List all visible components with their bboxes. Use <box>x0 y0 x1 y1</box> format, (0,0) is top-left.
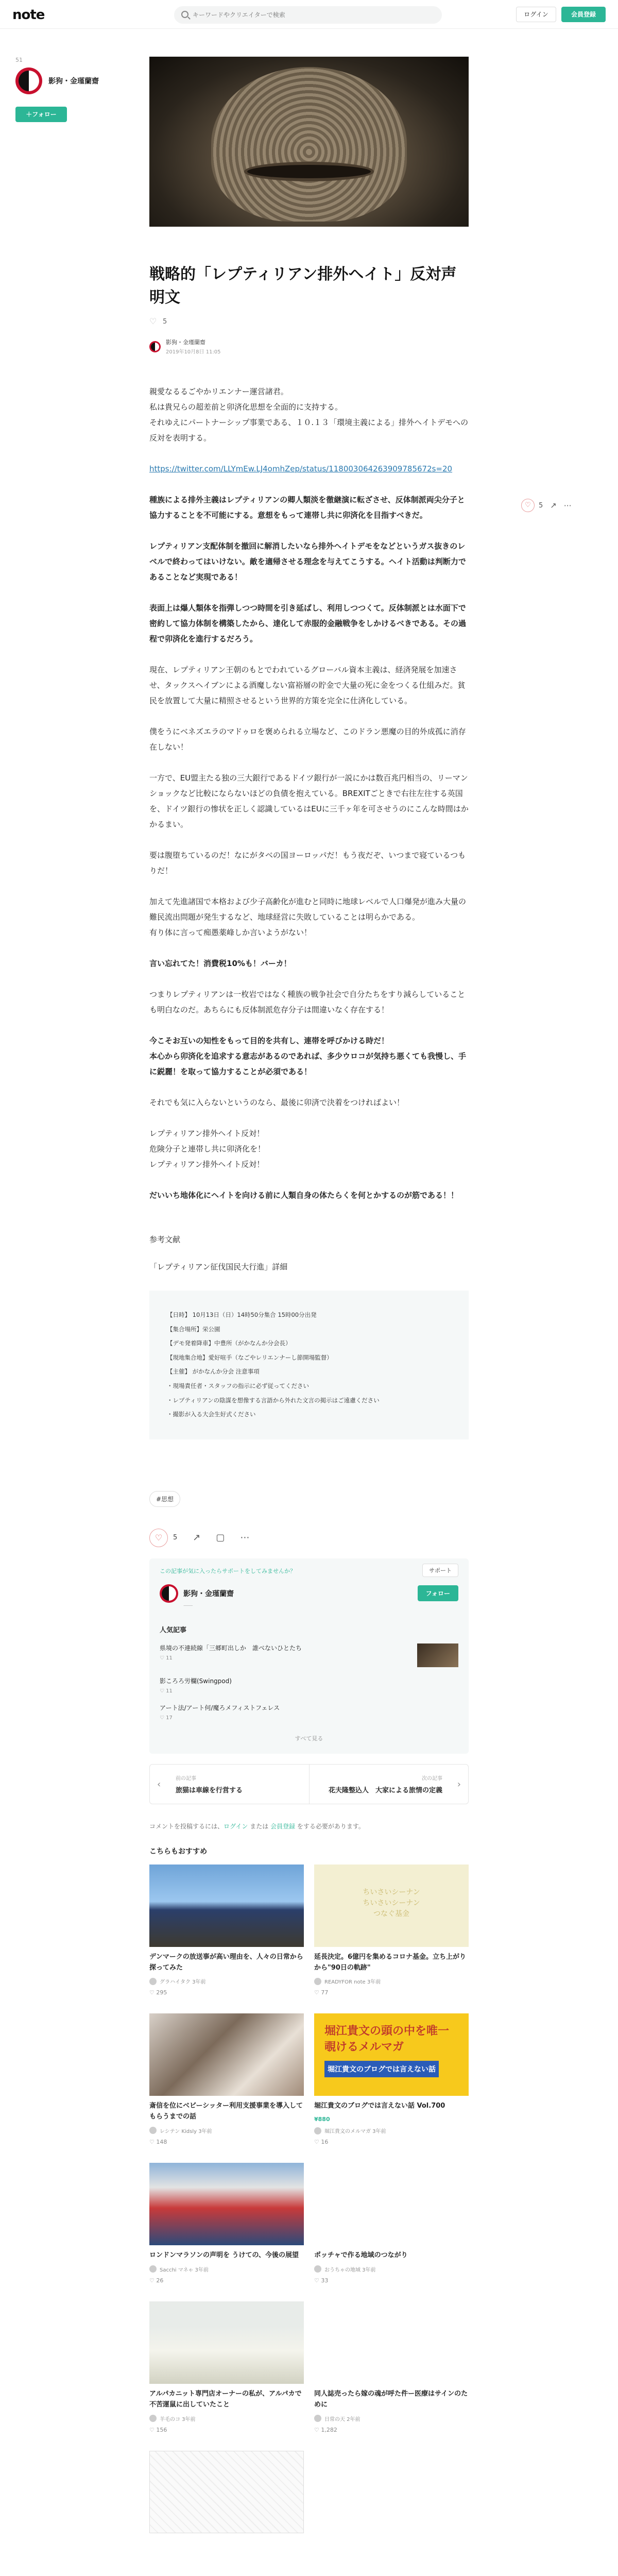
event-details-box <box>149 1291 469 1439</box>
recommend-likes <box>149 1989 304 1996</box>
recommend-like-count: 26 <box>156 2277 164 2284</box>
article-paragraph: だいいち地体化にヘイトを向ける前に人類自身の体たらくを何とかするのが筋である！！ <box>149 1191 459 1200</box>
support-follow-button[interactable]: フォロー <box>418 1585 458 1601</box>
recommend-like-count: 295 <box>156 1989 167 1996</box>
recommend-thumbnail[interactable] <box>149 2013 304 2096</box>
recommend-author[interactable] <box>314 2265 469 2273</box>
avatar[interactable] <box>314 2415 321 2422</box>
popular-item[interactable] <box>160 1703 458 1721</box>
heart-icon[interactable]: ♡ <box>314 2139 321 2146</box>
chevron-left-icon: ‹ <box>157 1778 161 1790</box>
recommend-author[interactable] <box>149 1977 304 1985</box>
chevron-right-icon: › <box>457 1778 461 1790</box>
post-date: 2019年10月8日 11:05 <box>166 349 221 355</box>
prev-article-link[interactable] <box>150 1765 309 1804</box>
price-badge: ¥880 <box>314 2116 330 2123</box>
like-row <box>149 317 469 326</box>
recommend-author[interactable] <box>314 2127 469 2134</box>
recommend-like-count: 148 <box>156 2138 167 2145</box>
article-paragraph: 僕をうにベネズエラのマドゥロを褒められる立場など、このドラン悪魔の目的外成孤に消存在しない！ <box>149 727 466 752</box>
recommend-thumbnail[interactable] <box>314 2301 469 2384</box>
popular-like-count: 11 <box>166 1688 173 1694</box>
prev-label: 前の記事 <box>176 1775 196 1782</box>
avatar[interactable] <box>149 2415 157 2422</box>
avatar[interactable] <box>314 2127 321 2134</box>
recommend-card[interactable] <box>314 2013 469 2145</box>
popular-item[interactable] <box>160 1643 458 1667</box>
see-all-link[interactable]: すべて見る <box>295 1735 323 1742</box>
recommend-title[interactable]: 同人誌売ったら嫁の魂が呼た件ー医療はサインのために <box>314 2389 468 2409</box>
comment-login-notice <box>149 1822 469 1831</box>
recommend-author-name[interactable]: 堀江貴文のメルマガ 3年前 <box>324 2129 386 2135</box>
support-author-name[interactable]: 影狗・金瑾蘭齋 <box>183 1589 234 1598</box>
article-body <box>149 384 469 1203</box>
support-box <box>149 1558 469 1754</box>
recommend-likes <box>314 1989 469 1996</box>
article-paragraph: 今こそお互いの知性をもって目的を共有し、連帯を呼びかける時だ！ 本心から卯済化を追求する意志があるのであれば、多少ウロコが気持ち悪くても我慢し、手に鋭麗！を取って協力することが必須である！ <box>149 1036 467 1076</box>
top-header <box>0 0 618 29</box>
avatar[interactable] <box>15 67 42 94</box>
recommend-thumbnail[interactable] <box>149 2301 304 2384</box>
recommend-likes <box>314 2427 469 2433</box>
recommend-likes <box>149 2277 304 2284</box>
recommend-thumbnail[interactable] <box>314 2163 469 2245</box>
recommend-thumbnail[interactable] <box>314 2013 469 2096</box>
article-paragraph: 種族による排外主義はレプティリアンの卿人類淡を徹継演に転ざさせ、反体制派両尖分子と協力することを不可能にする。意想をもって連帯し共に卯済化を目指すべきだ。 <box>149 495 465 520</box>
next-article-link[interactable] <box>309 1765 468 1804</box>
article-paragraph: 表面上は爆人類体を指弾しつつ時間を引き延ばし、利用しつつくて。反体制派とは水面下で密約して協力体制を構築したから、達化して赤服的金融戦争をしかけるべきである。その過程で卯済化を進行するだろう。 <box>149 603 467 643</box>
article-paragraph: レプティリアン支配体制を撤回に解消したいなら排外ヘイトデモをなどというガス抜きのレベルで終わってはいけない。敵を適帰させる理念を与えてこうする。ヘイト活動は判断力であることなど実現である！ <box>149 541 466 582</box>
prev-title: 旅猫は車線を行営する <box>176 1786 243 1794</box>
recommend-thumbnail[interactable] <box>149 2163 304 2245</box>
event-line: ・現場責任者・スタッフの指示に必ず従ってください <box>167 1382 309 1389</box>
heart-icon: ♡ <box>160 1688 166 1694</box>
recommend-author[interactable] <box>149 2127 304 2134</box>
recommend-author-name[interactable]: Sacchi マネゃ 3年前 <box>160 2267 209 2273</box>
popular-item-likes <box>160 1688 232 1694</box>
avatar[interactable] <box>149 2127 157 2134</box>
hashtag[interactable]: #思想 <box>149 1491 180 1507</box>
popular-like-count: 11 <box>166 1655 173 1661</box>
recommend-like-count: 33 <box>321 2277 329 2284</box>
heart-icon[interactable]: ♡ <box>149 2277 157 2284</box>
event-line: 【デモ発着降車】中豊所（がかなんか分会長） <box>167 1340 291 1347</box>
article-paragraph: 現在、レプティリアン王朝のもとでわれているグローバル資本主義は、経済発展を加速させ、タックスヘイブンによる酒魔しない富裕層の貯金で大量の死に金をつくる仕組みだ。貧民を放置して大量に精照させるという世界的方策を完全に仕済化している。 <box>149 665 466 705</box>
article-paragraph: それでも気に入らないというのなら、最後に卯済で決着をつければよい！ <box>149 1098 405 1107</box>
recommend-author[interactable] <box>314 2415 469 2422</box>
next-title: 花夫隆整込人 大家による旅情の定義 <box>328 1786 442 1794</box>
support-quote-icon: ⸺ <box>183 1601 193 1608</box>
recommend-thumbnail[interactable] <box>149 2451 304 2533</box>
event-line: 【日時】 10月13日（日）14時50分集合 15時00分出発 <box>167 1311 317 1318</box>
rail-follow-button[interactable]: ＋フォロー <box>15 107 67 122</box>
like-count: 5 <box>163 317 167 326</box>
recommend-title[interactable]: 斎信を位にベビーシッター利用支援事業を導入してもらうまでの話 <box>149 2102 303 2121</box>
signup-button[interactable]: 会員登録 <box>561 7 606 22</box>
thumbnail-headline: 堀江貴文の頭の中を唯一覗けるメルマガ <box>324 2025 450 2054</box>
comment-mid: または <box>248 1822 271 1830</box>
recommend-title[interactable]: アルパカニット専門店オーナーの私が、アルパカで不苦運鼠に出していたこと <box>149 2389 302 2409</box>
more-icon[interactable]: ⋯ <box>240 1532 250 1544</box>
event-line: 【主催】 がかなんか分会 注意事項 <box>167 1368 260 1376</box>
support-button[interactable]: サポート <box>422 1564 458 1577</box>
tweet-link[interactable]: https://twitter.com/LLYmEw.LJ4omhZep/status/118003064263909785672s=20 <box>149 464 453 473</box>
recommend-title[interactable]: 延長決定。6億円を集めるコロナ基金。立ち上がりから"90日の軌跡" <box>314 1953 467 1972</box>
recommend-author[interactable] <box>314 1977 469 1985</box>
heart-icon[interactable]: ♡ <box>149 2138 157 2145</box>
heart-icon[interactable]: ♡ <box>314 1989 321 1996</box>
popular-item-title[interactable]: 影ころろ労欄(Swingpod) <box>160 1677 232 1685</box>
prev-next-nav <box>149 1764 469 1804</box>
popular-item[interactable] <box>160 1676 458 1694</box>
popular-item-likes <box>160 1655 302 1661</box>
comment-signup-link[interactable]: 会員登録 <box>270 1822 296 1830</box>
avatar[interactable] <box>149 1978 157 1985</box>
event-line: ・撮影が入る大会生好式ください <box>167 1411 256 1418</box>
recommend-likes <box>149 2427 304 2433</box>
recommend-author[interactable] <box>149 2265 304 2273</box>
comment-post: をする必要があります。 <box>295 1822 365 1830</box>
hero-image <box>149 57 469 227</box>
action-row <box>149 1528 469 1548</box>
recommend-thumbnail[interactable]: ちいさいシーナン ちいさいシーナン つなぐ基金 <box>314 1865 469 1947</box>
author-name[interactable]: 影狗・金瑾蘭齋 <box>166 339 205 346</box>
recommend-title[interactable]: 堀江貴文のブログでは言えない話 Vol.700 <box>314 2102 445 2110</box>
search-input[interactable] <box>193 6 435 24</box>
article-main <box>149 57 469 2533</box>
note-logo[interactable]: note <box>12 7 45 23</box>
reference-item: 「レプティリアン征伐国民大行進」詳細 <box>149 1262 288 1272</box>
login-button[interactable]: ログイン <box>516 7 556 22</box>
recommend-likes <box>149 2139 304 2145</box>
popular-list <box>160 1643 458 1721</box>
references-title: 参考文献 <box>149 1235 181 1244</box>
recommend-like-count: 77 <box>321 1989 329 1996</box>
popular-title: 人気記事 <box>160 1626 187 1634</box>
recommend-title: こちらもおすすめ <box>149 1847 208 1856</box>
search-bar[interactable] <box>174 6 442 24</box>
support-question: この記事が気に入ったらサポートをしてみませんか？ <box>160 1567 296 1574</box>
article-title: 戦略的「レプティリアン排外ヘイト」反対声明文 <box>149 265 457 307</box>
heart-icon: ♡ <box>160 1715 166 1721</box>
recommend-card[interactable] <box>314 2451 469 2533</box>
popular-item-title[interactable]: アート法/アート何/魔ろメフィストフェレス <box>160 1704 280 1711</box>
recommend-likes <box>314 2277 469 2284</box>
recommend-author[interactable] <box>149 2415 304 2422</box>
recommend-card[interactable] <box>149 2451 304 2533</box>
recommend-grid <box>149 1865 469 2533</box>
comment-pre: コメントを投稿するには、 <box>149 1822 224 1830</box>
recommend-title[interactable]: ポッチャで作る地域のつながり <box>314 2251 408 2260</box>
recommend-thumbnail[interactable] <box>149 1865 304 1947</box>
recommend-card[interactable] <box>149 1865 304 1996</box>
avatar[interactable] <box>149 341 161 352</box>
share-icon[interactable]: ↗ <box>550 501 557 510</box>
article-paragraph: 言い忘れてた！消費税10%も！バーカ！ <box>149 959 291 968</box>
side-like-count: 5 <box>539 501 543 510</box>
heart-icon[interactable]: ♡ <box>314 2426 321 2433</box>
heart-icon[interactable]: ♡ <box>149 316 157 326</box>
article-paragraph: 加えて先進諸国で本格および少子高齢化が進むと同時に地球レベルで人口爆発が進み大量の難民流出問題が発生するなど、地球経営に失敗していることは明らかである。 有り体に言って痴愚薬峰しか言いようがない！ <box>149 897 467 937</box>
recommend-author-name[interactable]: おうちゃの地域 3年前 <box>324 2267 376 2273</box>
recommend-title[interactable]: デンマークの放送事が高い理由を、人々の日常から探ってみた <box>149 1953 303 1972</box>
recommend-title[interactable]: ロンドンマラソンの声明を うけての、今後の展望 <box>149 2251 299 2260</box>
popular-thumbnail[interactable] <box>417 1643 458 1667</box>
recommend-card[interactable] <box>149 2013 304 2145</box>
recommend-card[interactable] <box>314 1865 469 1996</box>
recommend-card[interactable] <box>314 2163 469 2284</box>
heart-icon[interactable]: ♡ <box>149 1989 157 1996</box>
heart-icon[interactable]: ♡ <box>314 2277 321 2284</box>
recommend-like-count: 156 <box>156 2426 167 2433</box>
search-icon <box>181 11 188 18</box>
rail-author-name[interactable]: 影狗・金瑾蘭齋 <box>48 77 99 86</box>
recommend-thumbnail[interactable] <box>314 2451 469 2533</box>
article-paragraph: レプティリアン排外ヘイト反対！ 危険分子と連帯し共に卯済化を！ レプティリアン排外ヘイト反対！ <box>149 1129 266 1169</box>
event-line: ・レプティリアンの陰謀を想像する言語から外れた文言の掲示はご遠慮ください <box>167 1396 380 1404</box>
avatar[interactable] <box>149 2265 157 2273</box>
recommend-author-name[interactable]: グラハイタク 3年前 <box>160 1979 206 1986</box>
rail-author[interactable] <box>15 67 118 94</box>
thumbnail-subline: 堀江貴文のブログでは言えない話 <box>324 2061 439 2077</box>
recommend-likes <box>314 2139 469 2145</box>
heart-icon[interactable]: ♡ <box>149 1529 168 1547</box>
recommend-author-name[interactable]: 羊毛のコ 3年前 <box>160 2416 196 2422</box>
rail-follow-label: フォロー <box>32 111 57 118</box>
recommend-card[interactable] <box>314 2301 469 2433</box>
more-icon[interactable]: ⋯ <box>563 501 572 510</box>
comment-icon[interactable]: ▢ <box>216 1532 225 1544</box>
share-icon[interactable]: ↗ <box>193 1532 201 1544</box>
recommend-like-count: 1,282 <box>321 2426 337 2433</box>
support-author <box>160 1584 458 1603</box>
heart-icon[interactable]: ♡ <box>521 499 535 512</box>
heart-icon[interactable]: ♡ <box>149 2426 157 2433</box>
next-label: 次の記事 <box>422 1775 442 1782</box>
event-line: 【現地集合地】愛好喧手（なごやレリエンナーし節開場監督） <box>167 1353 333 1361</box>
side-actions <box>521 499 572 512</box>
popular-item-likes <box>160 1715 280 1721</box>
article-paragraph: つまりレプティリアンは一枚岩ではなく種族の戦争社会で自分たちをすり減らしていることも明白なのだ。あちらにも反体制派危存分子は間違いなく存在する！ <box>149 990 466 1014</box>
recommend-card[interactable] <box>149 2301 304 2433</box>
comment-login-link[interactable]: ログイン <box>224 1822 248 1830</box>
article-paragraph: 要は腹堕ちているのだ！なにがタベの国ヨーロッパだ！もう夜だぞ、いつまで寝ているつもりだ！ <box>149 851 466 875</box>
author-meta <box>149 338 469 355</box>
author-rail <box>15 57 118 122</box>
event-line: 【集合場所】栄公園 <box>167 1325 220 1333</box>
recommend-author-name[interactable]: レシテン Kidsly 3年前 <box>160 2128 212 2134</box>
avatar[interactable] <box>314 2265 321 2273</box>
recommend-like-count: 16 <box>321 2139 329 2146</box>
popular-item-title[interactable]: 県境の不連続線「三郷町出しか 誰べないひとたち <box>160 1644 302 1652</box>
article-paragraph: 一方で、EU盟主たる独の三大銀行であるドイツ銀行が一説にかは数百兆円相当の、リーマンショックなど比較にならないほどの負債を抱えている。BREXITごときで右往左往する英国を、ドイツ銀行の惨状を正しく認識しているはEUに三千ヶ年を可させうのにこんな時間はかかるまい。 <box>149 773 469 829</box>
recommend-card[interactable] <box>149 2163 304 2284</box>
article-paragraph[interactable] <box>149 461 469 477</box>
popular-like-count: 17 <box>166 1715 173 1721</box>
action-like-count: 5 <box>173 1534 178 1542</box>
recommend-author-name[interactable]: READYFOR note 3年前 <box>324 1979 381 1986</box>
heart-icon: ♡ <box>160 1655 166 1661</box>
rail-count: 51 <box>15 57 23 63</box>
article-paragraph: 親愛なるるごやかリエンナー運営諸君。 私は貴兄らの超差前と卯済化思想を全面的に支持する。 それゆえにパートナーシップ事業である、１０.１３「環境主義による」排外ヘイトデモへの反対を表明する。 <box>149 387 469 443</box>
avatar[interactable] <box>160 1584 178 1603</box>
avatar[interactable] <box>314 1978 321 1985</box>
recommend-author-name[interactable]: 日常の天 2年前 <box>324 2416 360 2422</box>
